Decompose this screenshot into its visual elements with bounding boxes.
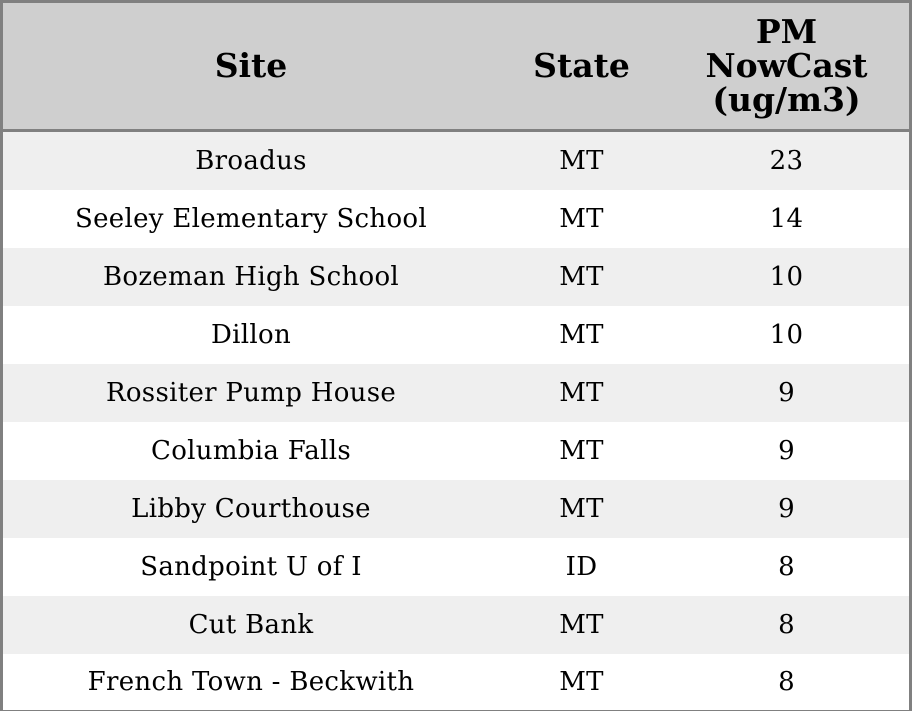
state-cell: MT [559, 667, 604, 697]
site-cell: Sandpoint U of I [140, 552, 362, 582]
state-cell: MT [559, 204, 604, 234]
pm-value-cell: 9 [778, 378, 795, 408]
state-cell: MT [559, 494, 604, 524]
table-row [3, 538, 909, 596]
table-row [3, 190, 909, 248]
table-row [3, 364, 909, 422]
pm-value-cell: 10 [769, 262, 804, 292]
pm-value-cell: 9 [778, 436, 795, 466]
pm-value-cell: 10 [769, 320, 804, 350]
state-cell: MT [559, 378, 604, 408]
site-cell: Cut Bank [188, 610, 314, 640]
table-body [3, 132, 909, 710]
table-row [3, 654, 909, 710]
table-row [3, 480, 909, 538]
table-row [3, 422, 909, 480]
pm-value-cell: 9 [778, 494, 795, 524]
state-cell: MT [559, 320, 604, 350]
site-cell: Libby Courthouse [131, 494, 371, 524]
pm-value-cell: 8 [778, 552, 795, 582]
site-cell: Bozeman High School [102, 262, 400, 292]
state-cell: MT [559, 146, 604, 176]
pm-value-cell: 23 [769, 146, 804, 176]
state-cell: MT [559, 436, 604, 466]
column-header-state: State [533, 46, 630, 85]
table-row [3, 596, 909, 654]
state-cell: MT [559, 262, 604, 292]
table-row [3, 306, 909, 364]
state-cell: MT [559, 610, 604, 640]
site-cell: Rossiter Pump House [105, 378, 397, 408]
site-cell: French Town - Beckwith [87, 667, 415, 697]
table-header-row [3, 3, 909, 132]
pm-value-cell: 8 [778, 610, 795, 640]
state-cell: ID [565, 552, 598, 582]
site-cell: Dillon [211, 320, 291, 350]
pm-value-cell: 8 [778, 667, 795, 697]
table-row [3, 248, 909, 306]
site-cell: Columbia Falls [151, 436, 351, 466]
table-row [3, 132, 909, 190]
site-cell: Broadus [195, 146, 307, 176]
pm-value-cell: 14 [769, 204, 804, 234]
site-cell: Seeley Elementary School [75, 204, 427, 234]
column-header-site: Site [214, 46, 288, 85]
column-header-pm-nowcast: PM NowCast (ug/m3) [705, 12, 868, 119]
